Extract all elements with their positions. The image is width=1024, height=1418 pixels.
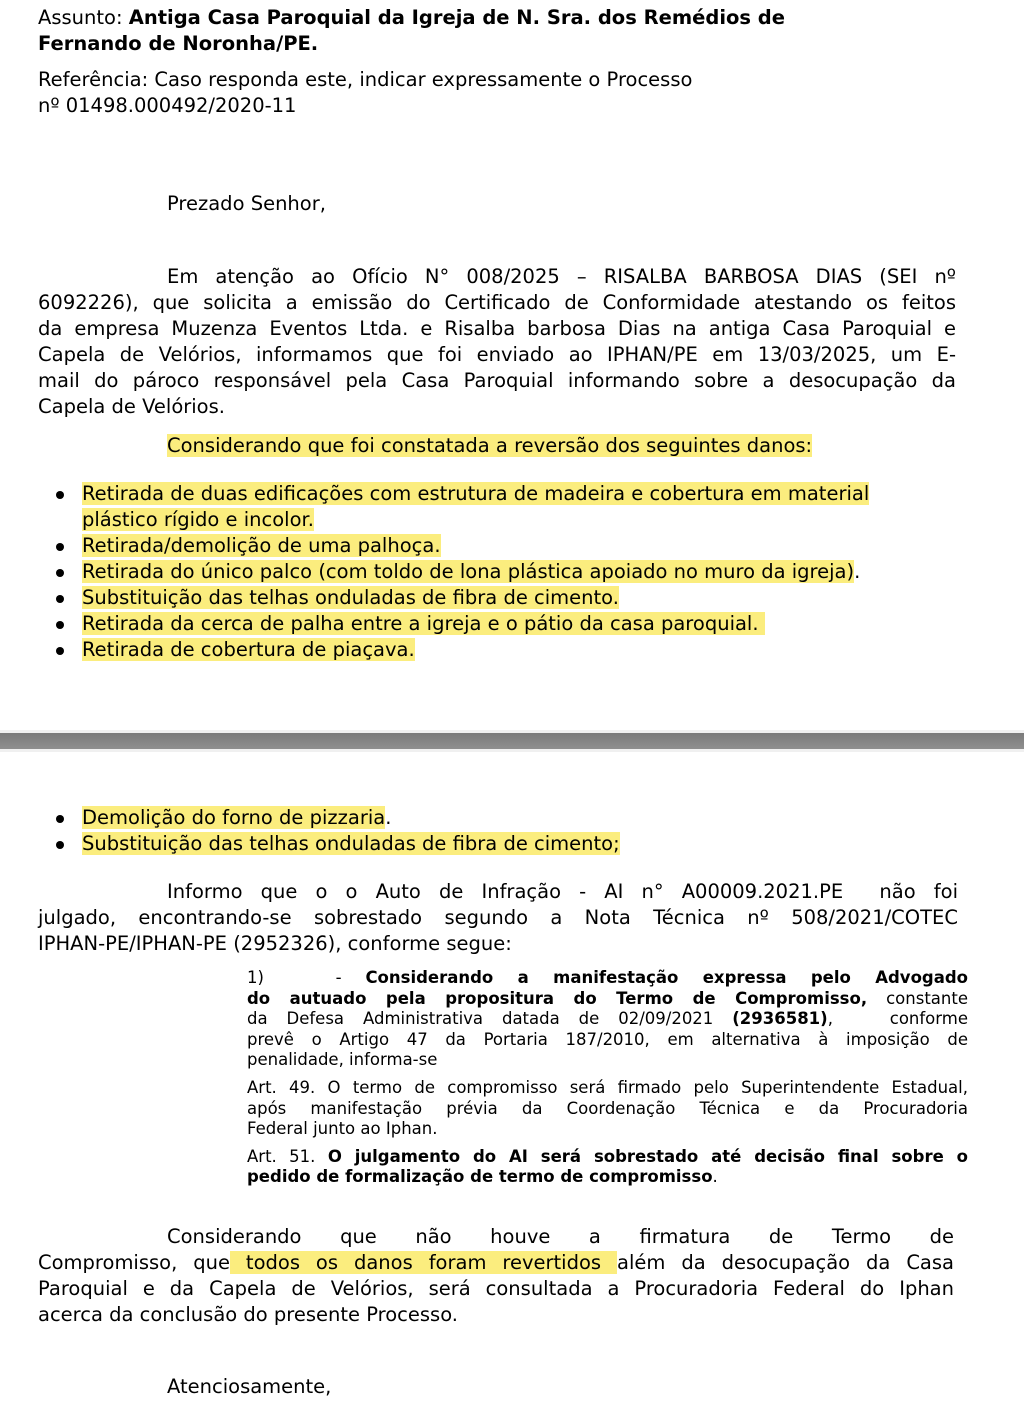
conclusion-text: além da desocupação da Casa [617,1251,954,1274]
considering-heading [167,433,812,459]
list-item-text: Retirada da cerca de palha entre a igreja e o pátio da casa paroquial. [82,612,765,635]
subject-title-cont: Fernando de Noronha/PE. [38,32,319,55]
quote-item-number: 1) [247,968,264,987]
quote-line-5: penalidade, informa-se [247,1050,438,1070]
intro-paragraph [38,264,956,420]
intro-line: Em atenção ao Ofício N° 008/2025 – RISALBA BARBOSA DIAS (SEI nº [167,265,956,288]
art49-line-3: Federal junto ao Iphan. [247,1119,438,1139]
document-page-2 [0,752,1024,1418]
list-item-text-cont: plástico rígido e incolor. [82,508,314,531]
art51-line-1 [247,1147,968,1168]
list-item [38,831,998,857]
list-item [38,585,998,611]
subject-line-2 [38,31,318,57]
greeting: Prezado Senhor, [167,192,326,215]
damages-list-continued [38,805,998,857]
list-item-trailing: . [854,560,861,583]
conclusion-text: Compromisso, que [38,1251,230,1274]
bullet-icon [56,841,64,849]
list-item-trailing: . [385,806,392,829]
bullet-icon [56,815,64,823]
quote-line-2 [247,989,968,1010]
list-item [38,611,998,637]
considering-heading-text: Considerando que foi constatada a reversão dos seguintes danos: [167,434,813,457]
reference-line-2: nº 01498.000492/2020-11 [38,94,297,117]
subject-line-1 [38,5,785,31]
list-item-text: Retirada de cobertura de piaçava. [82,638,415,661]
page-separator [0,730,1024,752]
damages-list [38,481,998,663]
quote-bold-text: do autuado pela propositura do Termo de Compromisso, [247,988,868,1008]
conclusion-line-2 [38,1250,954,1276]
bullet-icon [56,621,64,629]
quote-text: constante [886,988,968,1008]
infraction-line: IPHAN-PE/IPHAN-PE (2952326), conforme segue: [38,932,512,955]
bullet-icon [56,647,64,655]
art51-label: Art. 51. [247,1146,316,1166]
conclusion-line-4: acerca da conclusão do presente Processo. [38,1303,458,1326]
conclusion-paragraph [38,1224,954,1328]
art51-bold-text: O julgamento do AI será sobrestado até decisão final sobre o [327,1146,968,1166]
list-item [38,533,998,559]
quote-text: , conforme [827,1009,968,1029]
intro-line: Capela de Velórios. [38,395,225,418]
bullet-icon [56,595,64,603]
quote-text: da Defesa Administrativa datada de 02/09/2021 [247,1009,714,1029]
intro-line: Capela de Velórios, informamos que foi enviado ao IPHAN/PE em 13/03/2025, um E- [38,343,956,366]
list-item [38,805,998,831]
art49-line-1: Art. 49. O termo de compromisso será firmado pelo Superintendente Estadual, [247,1077,968,1097]
list-item-text: Demolição do forno de pizzaria [82,806,386,829]
list-item-text: Substituição das telhas onduladas de fibra de cimento; [82,832,620,855]
list-item-text: Retirada/demolição de uma palhoça. [82,534,441,557]
reference-line-1: Referência: Caso responda este, indicar expressamente o Processo [38,68,693,91]
infraction-line: julgado, encontrando-se sobrestado segundo a Nota Técnica nº 508/2021/COTEC [38,906,958,929]
quote-dash: - [335,968,342,987]
art49-line-2: após manifestação prévia da Coordenação Técnica e da Procuradoria [247,1098,968,1118]
quote-line-4: prevê o Artigo 47 da Portaria 187/2010, em alternativa à imposição de [247,1029,968,1049]
list-item-text: Substituição das telhas onduladas de fibra de cimento. [82,586,619,609]
list-item-text: Retirada de duas edificações com estrutura de madeira e cobertura em material [82,482,870,505]
bullet-icon [56,569,64,577]
list-item [38,637,998,663]
subject-title: Antiga Casa Paroquial da Igreja de N. Sra. dos Remédios de [128,6,785,29]
bullet-icon [56,491,64,499]
quote-line-3 [247,1009,968,1030]
legal-quote [247,968,968,1188]
quote-bold-text: Considerando a manifestação expressa pelo Advogado [365,968,968,987]
art51-end: . [712,1167,718,1187]
infraction-line: Informo que o o Auto de Infração - AI n° A00009.2021.PE não foi [167,880,958,903]
list-item [38,481,998,533]
intro-line: da empresa Muzenza Eventos Ltda. e Risalba barbosa Dias na antiga Casa Paroquial e [38,317,956,340]
closing: Atenciosamente, [167,1375,332,1398]
list-item-text: Retirada do único palco (com toldo de lona plástica apoiado no muro da igreja) [82,560,855,583]
subject-label: Assunto: [38,6,123,29]
conclusion-line-1: Considerando que não houve a firmatura de Termo de [167,1225,954,1248]
quote-line-1 [247,968,968,989]
intro-line: mail do pároco responsável pela Casa Paroquial informando sobre a desocupação da [38,369,956,392]
art51-line-2 [247,1167,968,1188]
conclusion-highlight: todos os danos foram revertidos [229,1251,618,1274]
quote-doc-number: (2936581) [732,1009,828,1029]
intro-line: 6092226), que solicita a emissão do Certificado de Conformidade atestando os feitos [38,291,956,314]
conclusion-line-3: Paroquial e da Capela de Velórios, será consultada a Procuradoria Federal do Iphan [38,1277,954,1300]
bullet-icon [56,543,64,551]
infraction-paragraph [38,879,958,957]
art51-bold-text: pedido de formalização de termo de compromisso [247,1167,713,1187]
list-item [38,559,998,585]
